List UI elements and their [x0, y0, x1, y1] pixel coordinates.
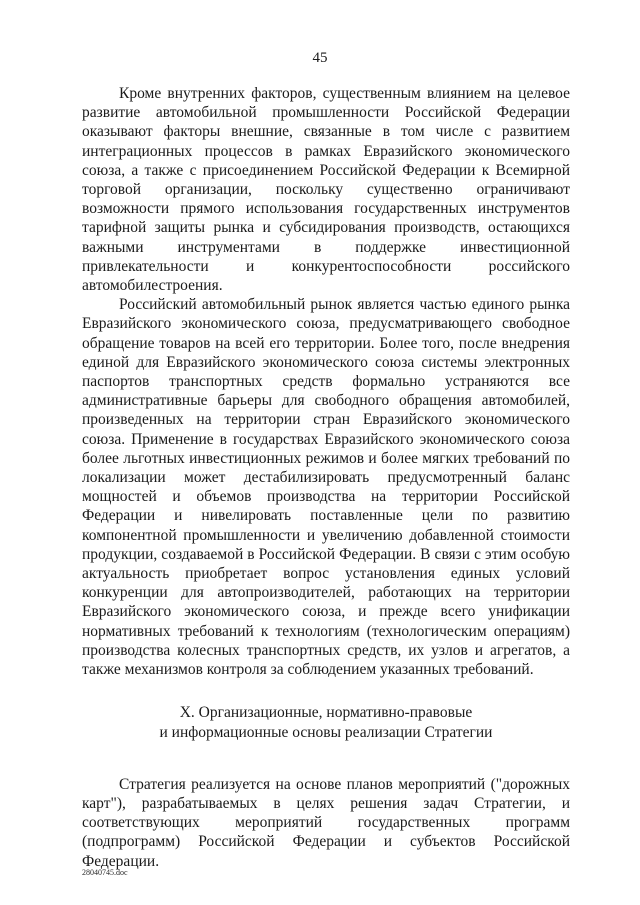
paragraph-external-factors: Кроме внутренних факторов, существенным влиянием на целевое развитие автомобильной промышленности Российской Федерации оказывают факторы внешние, связанные в том числе с развитием интеграционных процессов в рамках Евразийского экономического союза, а также с присоединением Российской Федерации к Всемирной торговой организации, поскольку существенно ограничивают возможности прямого использования государственных инструментов тарифной защиты рынка и субсидирования производств, остающихся важными инструментами в поддержке инвестиционной привлекательности и конкурентоспособности российского автомобилестроения. [82, 85, 570, 295]
paragraph-eaeu-market: Российский автомобильный рынок является частью единого рынка Евразийского экономического союза, предусматривающего свободное обращение товаров на всей его территории. Более того, после внедрения единой для Евразийского экономического союза системы электронных паспортов транспортных средств формально устраняются все административные барьеры для свободного обращения автомобилей, произведенных на территории стран Евразийского экономического союза. Применение в государствах Евразийского экономического союза более льготных инвестиционных режимов и более мягких требований по локализации может дестабилизировать предусмотренный баланс мощностей и объемов производства на территории Российской Федерации и нивелировать поставленные цели по развитию компонентной промышленности и увеличению добавленной стоимости продукции, создаваемой в Российской Федерации. В связи с этим особую актуальность приобретает вопрос установления единых условий конкуренции для автопроизводителей, работающих на территории Евразийского экономического союза, и прежде всего унификации нормативных требований к технологиям (технологическим операциям) производства колесных транспортных средств, их узлов и агрегатов, а также механизмов контроля за соблюдением указанных требований. [82, 296, 570, 679]
section-heading [82, 703, 570, 741]
footer-filename: 28040745.doc [82, 868, 128, 877]
document-body [82, 84, 570, 871]
paragraph-strategy-implementation: Стратегия реализуется на основе планов мероприятий ("дорожных карт"), разрабатываемых в целях решения задач Стратегии, и соответствующих мероприятий государственных программ (подпрограмм) Российской Федерации и субъектов Российской Федерации. [82, 775, 570, 870]
page-number: 45 [312, 50, 328, 66]
section-heading-line-2: и информационные основы реализации Стратегии [159, 723, 493, 741]
section-heading-line-1: X. Организационные, нормативно-правовые [179, 704, 473, 722]
